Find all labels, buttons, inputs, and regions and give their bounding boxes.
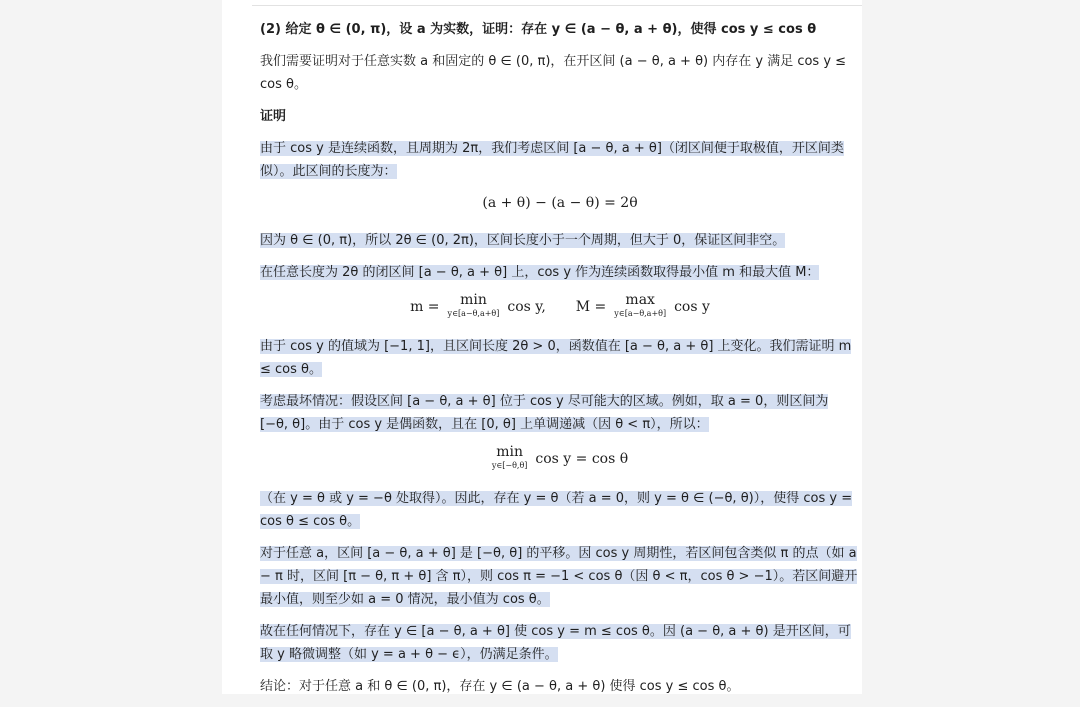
eq-m-lhs: m = (410, 298, 440, 315)
intro-paragraph: 我们需要证明对于任意实数 a 和固定的 θ ∈ (0, π)，在开区间 (a − θ, a + θ) 内存在 y 满足 cos y ≤ cos θ。 (260, 54, 847, 92)
proof-paragraph-8: 故在任何情况下，存在 y ∈ [a − θ, a + θ] 使 cos y = m ≤ cos θ。因 (a − θ, a + θ) 是开区间，可取 y 略微调整（如 y = a + θ − ϵ），仍满足条件。 (260, 624, 851, 662)
eq3-rhs: cos y = cos θ (535, 450, 629, 467)
equation-interval-length: (a + θ) − (a − θ) = 2θ (482, 195, 638, 211)
eq-M-lhs: M = (575, 298, 607, 315)
proof-content (260, 18, 860, 707)
equation-min-max (260, 293, 860, 321)
equation-min-cos (260, 445, 860, 473)
proof-paragraph-4: 由于 cos y 的值域为 [−1, 1]，且区间长度 2θ > 0，函数值在 [a − θ, a + θ] 上变化。我们需证明 m ≤ cos θ。 (260, 339, 852, 377)
min-operator: min y∈[a−θ,a+θ] (447, 292, 500, 318)
divider (252, 5, 862, 6)
proof-paragraph-5: 考虑最坏情况：假设区间 [a − θ, a + θ] 位于 cos y 尽可能大的区域。例如，取 a = 0，则区间为 [−θ, θ]。由于 cos y 是偶函数，且在 [0, θ] 上单调递减（因 θ < π），所以： (260, 394, 829, 432)
proof-paragraph-1: 由于 cos y 是连续函数，且周期为 2π，我们考虑区间 [a − θ, a + θ]（闭区间便于取极值，开区间类似）。此区间的长度为： (260, 141, 844, 179)
proof-paragraph-2: 因为 θ ∈ (0, π)，所以 2θ ∈ (0, 2π)，区间长度小于一个周期，但大于 0，保证区间非空。 (260, 233, 786, 248)
max-operator: max y∈[a−θ,a+θ] (614, 292, 667, 318)
proof-heading: 证明 (260, 109, 287, 124)
min-operator-2: min y∈[−θ,θ] (491, 444, 528, 470)
question-heading: (2) 给定 θ ∈ (0, π)，设 a 为实数，证明：存在 y ∈ (a − θ, a + θ)，使得 cos y ≤ cos θ (260, 22, 817, 37)
conclusion-paragraph: 结论：对于任意 a 和 θ ∈ (0, π)，存在 y ∈ (a − θ, a + θ) 使得 cos y ≤ cos θ。 (260, 679, 740, 694)
proof-paragraph-7: 对于任意 a，区间 [a − θ, a + θ] 是 [−θ, θ] 的平移。因 cos y 周期性，若区间包含类似 π 的点（如 a − π 时，区间 [π − θ, π + θ] 含 π），则 cos π = −1 < cos θ（因 θ < π，cos θ > −1）。若区间避开最小值，则至少如 a = 0 情况，最小值为 cos θ。 (260, 546, 858, 607)
proof-paragraph-3: 在任意长度为 2θ 的闭区间 [a − θ, a + θ] 上，cos y 作为连续函数取得最小值 m 和最大值 M： (260, 265, 820, 280)
eq-max-rhs: cos y (674, 298, 710, 315)
document-page (222, 0, 862, 694)
proof-paragraph-6: （在 y = θ 或 y = −θ 处取得）。因此，存在 y = θ（若 a = 0，则 y = θ ∈ (−θ, θ)），使得 cos y = cos θ ≤ cos θ。 (260, 491, 853, 529)
eq-min-rhs: cos y, (507, 298, 546, 315)
